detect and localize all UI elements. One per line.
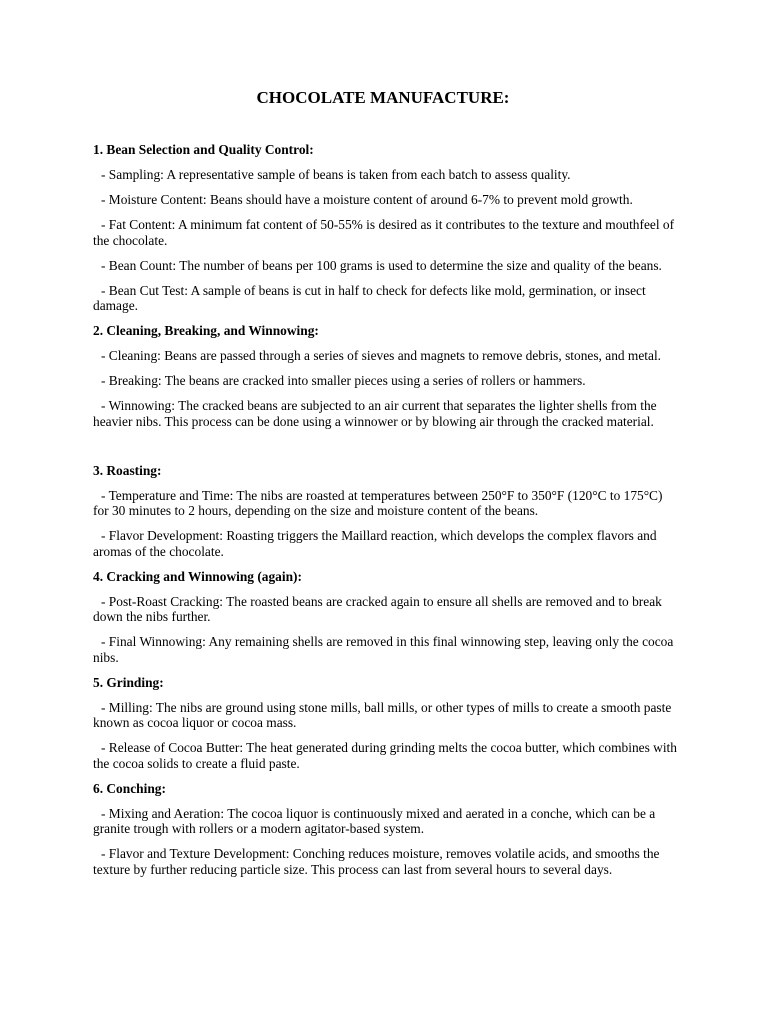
- section-roasting: [93, 463, 678, 560]
- section-spacer: [93, 439, 678, 463]
- section-cleaning: [93, 323, 678, 429]
- section-heading: 5. Grinding:: [93, 674, 164, 690]
- section-heading: 3. Roasting:: [93, 462, 162, 478]
- section-grinding: [93, 675, 678, 772]
- list-item: - Post-Roast Cracking: The roasted beans are cracked again to ensure all shells are removed and to break down the nibs further.: [93, 593, 662, 624]
- list-item: - Mixing and Aeration: The cocoa liquor is continuously mixed and aerated in a conche, which can be a granite trough with rollers or a modern agitator-based system.: [93, 805, 656, 836]
- list-item: - Breaking: The beans are cracked into smaller pieces using a series of rollers or hammers.: [101, 373, 586, 388]
- list-item: - Moisture Content: Beans should have a moisture content of around 6-7% to prevent mold growth.: [101, 192, 633, 207]
- list-item: - Flavor Development: Roasting triggers the Maillard reaction, which develops the complex flavors and aromas of the chocolate.: [93, 528, 657, 559]
- list-item: - Flavor and Texture Development: Conching reduces moisture, removes volatile acids, and smooths the texture by further reducing particle size. This process can last from several hours to several days.: [93, 846, 660, 877]
- list-item: - Fat Content: A minimum fat content of 50-55% is desired as it contributes to the texture and mouthfeel of the chocolate.: [93, 217, 675, 248]
- list-item: - Bean Cut Test: A sample of beans is cut in half to check for defects like mold, germination, or insect damage.: [93, 282, 646, 313]
- list-item: - Sampling: A representative sample of beans is taken from each batch to assess quality.: [101, 167, 571, 182]
- document-body: [93, 142, 678, 887]
- section-heading: 1. Bean Selection and Quality Control:: [93, 142, 314, 157]
- list-item: - Cleaning: Beans are passed through a series of sieves and magnets to remove debris, stones, and metal.: [101, 348, 662, 363]
- list-item: - Temperature and Time: The nibs are roasted at temperatures between 250°F to 350°F (120°C to 175°C) for 30 minutes to 2 hours, depending on the size and moisture content of the beans.: [93, 487, 663, 518]
- section-bean-selection: [93, 142, 678, 314]
- list-item: - Milling: The nibs are ground using stone mills, ball mills, or other types of mills to create a smooth paste known as cocoa liquor or cocoa mass.: [93, 699, 672, 730]
- list-item: - Bean Count: The number of beans per 100 grams is used to determine the size and quality of the beans.: [101, 257, 662, 273]
- page-title: CHOCOLATE MANUFACTURE:: [256, 88, 510, 107]
- list-item: - Release of Cocoa Butter: The heat generated during grinding melts the cocoa butter, which combines with the cocoa solids to create a fluid paste.: [93, 740, 677, 771]
- list-item: - Final Winnowing: Any remaining shells are removed in this final winnowing step, leaving only the cocoa nibs.: [93, 634, 674, 665]
- section-heading: 6. Conching:: [93, 780, 166, 796]
- section-heading: 2. Cleaning, Breaking, and Winnowing:: [93, 323, 319, 338]
- section-heading: 4. Cracking and Winnowing (again):: [93, 568, 302, 584]
- section-cracking: [93, 569, 678, 666]
- section-conching: [93, 781, 678, 878]
- list-item: - Winnowing: The cracked beans are subjected to an air current that separates the lighter shells from the heavier nibs. This process can be done using a winnower or by blowing air through the cracked material.: [93, 398, 657, 429]
